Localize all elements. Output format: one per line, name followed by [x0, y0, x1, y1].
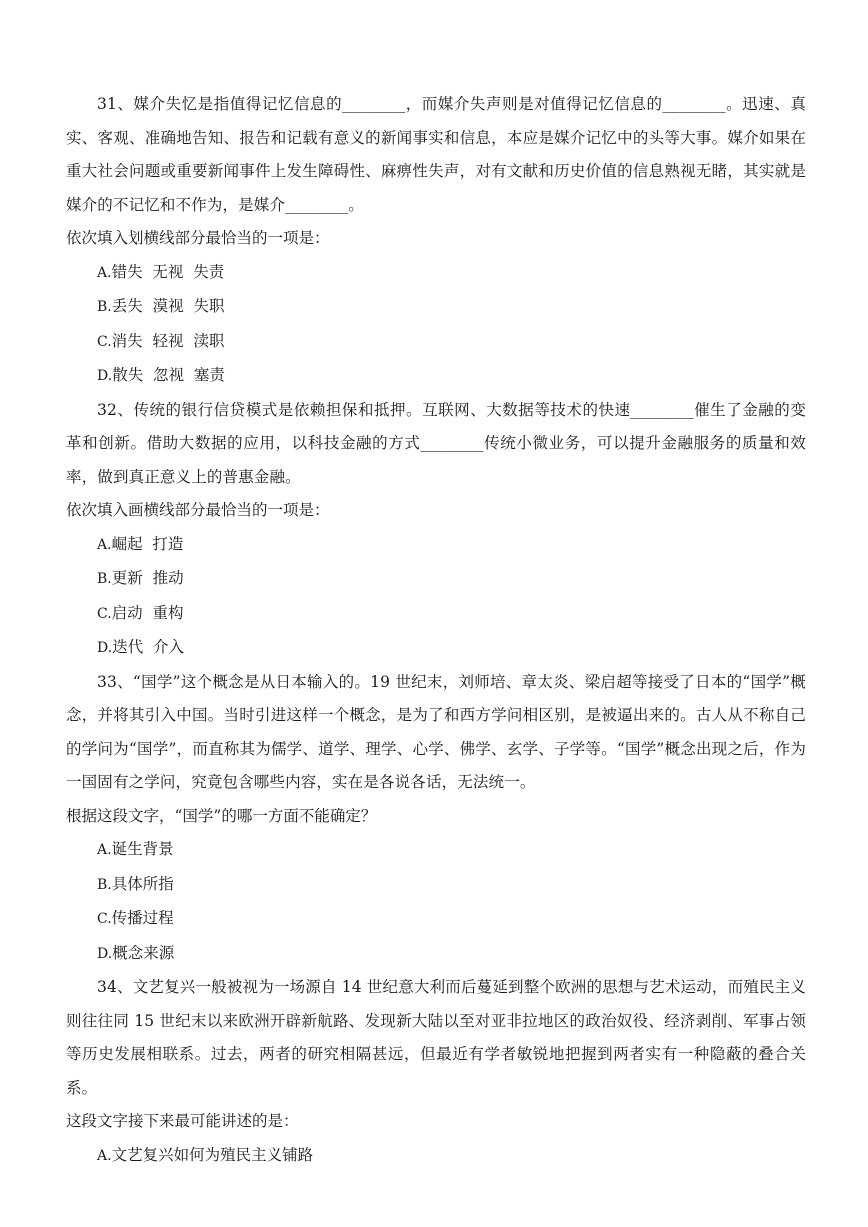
- question-stem: 31、媒介失忆是指值得记忆信息的________，而媒介失声则是对值得记忆信息的________。迅速、真实、客观、准确地告知、报告和记载有意义的新闻事实和信息，本应是媒介记忆中的头等大事。媒介如果在重大社会问题或重要新闻事件上发生障碍性、麻痹性失声，对有文献和历史价值的信息熟视无睹，其实就是媒介的不记忆和不作为，是媒介________。: [66, 95, 806, 214]
- question-stem: 33、“国学”这个概念是从日本输入的。19 世纪末，刘师培、章太炎、梁启超等接受了日本的“国学”概念，并将其引入中国。当时引进这样一个概念，是为了和西方学问相区别，是被逼出来的。古人从不称自己的学问为“国学”，而直称其为儒学、道学、理学、心学、佛学、玄学、子学等。“国学”概念出现之后，作为一国固有之学问，究竟包含哪些内容，实在是各说各话，无法统一。: [66, 672, 806, 791]
- option-b: [97, 868, 806, 903]
- option-text: 概念来源: [112, 943, 175, 962]
- option-text: 启动 重构: [111, 603, 184, 622]
- exam-content: [66, 88, 806, 1173]
- option-list: [66, 528, 806, 666]
- option-text: 传播过程: [111, 909, 174, 927]
- option-text: 崛起 打造: [111, 534, 184, 553]
- option-label: A.: [97, 264, 112, 281]
- option-label: A.: [97, 1147, 112, 1164]
- question-stem: 34、文艺复兴一般被视为一场源自 14 世纪意大利而后蔓延到整个欧洲的思想与艺术运动，而殖民主义则往往同 15 世纪末以来欧洲开辟新航路、发现新大陆以至对亚非拉地区的政治奴役、经济剥削、军事占领等历史发展相联系。过去，两者的研究相隔甚远，但最近有学者敏锐地把握到两者实有一种隐蔽的叠合关系。: [66, 978, 806, 1097]
- option-a: [97, 528, 806, 563]
- question-prompt: 根据这段文字，“国学”的哪一方面不能确定？: [66, 806, 377, 825]
- option-label: B.: [97, 571, 112, 587]
- option-text: 更新 推动: [111, 569, 184, 587]
- option-d: [97, 937, 806, 972]
- option-list: [66, 833, 806, 971]
- question-prompt: 这段文字接下来最可能讲述的是：: [66, 1112, 299, 1130]
- question-33: [66, 666, 806, 972]
- option-c: [97, 597, 806, 632]
- question-32: [66, 394, 806, 666]
- option-text: 错失 无视 失责: [111, 262, 225, 281]
- question-34: [66, 971, 806, 1173]
- option-text: 具体所指: [111, 874, 174, 893]
- option-label: D.: [97, 945, 113, 962]
- question-prompt: 依次填入划横线部分最恰当的一项是：: [66, 229, 330, 247]
- option-a: [97, 256, 806, 291]
- option-label: B.: [97, 876, 112, 893]
- question-31: [66, 88, 806, 394]
- option-label: D.: [97, 640, 113, 656]
- option-a: [97, 833, 806, 868]
- option-label: C.: [97, 911, 112, 927]
- option-c: [97, 902, 806, 937]
- option-d: [97, 359, 806, 394]
- option-text: 迭代 介入: [112, 638, 185, 656]
- option-text: 消失 轻视 渎职: [111, 331, 225, 350]
- option-label: D.: [97, 368, 113, 384]
- option-c: [97, 325, 806, 360]
- option-text: 诞生背景: [111, 840, 174, 858]
- option-a: [97, 1139, 806, 1174]
- option-b: [97, 290, 806, 325]
- option-text: 散失 忽视 塞责: [112, 366, 225, 384]
- option-text: 文艺复兴如何为殖民主义铺路: [111, 1145, 314, 1164]
- option-list: [66, 1139, 806, 1174]
- option-label: C.: [97, 605, 112, 622]
- option-list: [66, 256, 806, 394]
- question-prompt: 依次填入画横线部分最恰当的一项是：: [66, 501, 330, 519]
- option-d: [97, 631, 806, 666]
- option-label: A.: [97, 536, 112, 553]
- option-label: C.: [97, 333, 112, 350]
- option-text: 丢失 漠视 失职: [111, 297, 225, 315]
- option-label: A.: [97, 842, 112, 858]
- option-label: B.: [97, 299, 112, 315]
- option-b: [97, 562, 806, 597]
- question-stem: 32、传统的银行信贷模式是依赖担保和抵押。互联网、大数据等技术的快速________催生了金融的变革和创新。借助大数据的应用，以科技金融的方式________传统小微业务，可以提升金融服务的质量和效率，做到真正意义上的普惠金融。: [66, 400, 806, 486]
